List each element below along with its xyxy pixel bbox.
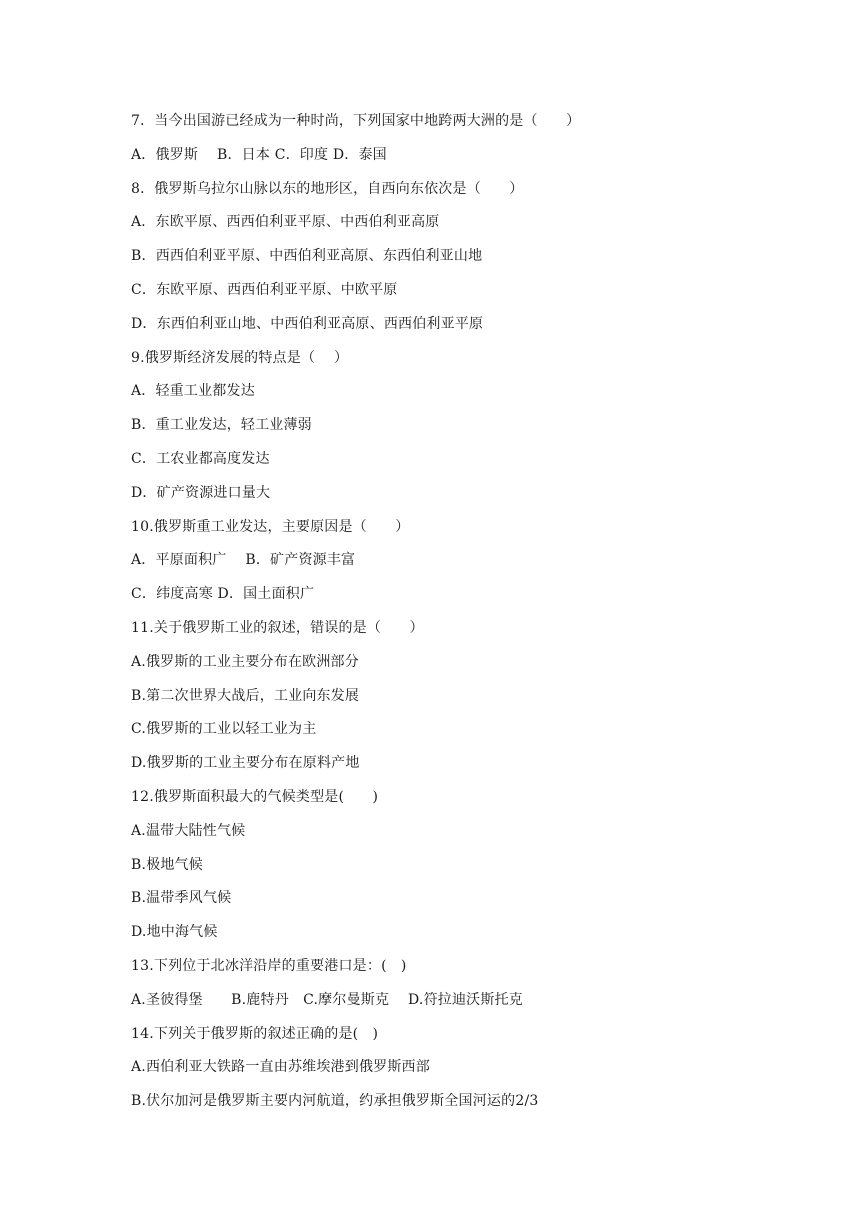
question-13-stem: 13.下列位于北冰洋沿岸的重要港口是：( ): [131, 957, 407, 974]
question-8-option-a: A．东欧平原、西西伯利亚平原、中西伯利亚高原: [131, 214, 440, 231]
question-9-option-d: D．矿产资源进口量大: [131, 484, 271, 501]
question-10-options-cd: C．纬度高寒 D．国土面积广: [131, 586, 315, 603]
question-14-stem: 14.下列关于俄罗斯的叙述正确的是( ): [131, 1025, 379, 1042]
question-8-option-b: B．西西伯利亚平原、中西伯利亚高原、东西伯利亚山地: [131, 248, 483, 265]
question-9-option-b: B．重工业发达，轻工业薄弱: [131, 417, 312, 434]
question-12-option-d: D.地中海气候: [131, 924, 218, 941]
question-12-option-b: B.极地气候: [131, 856, 203, 873]
question-8-option-c: C．东欧平原、西西伯利亚平原、中欧平原: [131, 281, 398, 298]
question-12-option-b2: B.温带季风气候: [131, 890, 232, 907]
question-9-option-a: A．轻重工业都发达: [131, 383, 255, 400]
question-9-stem: 9.俄罗斯经济发展的特点是（ ）: [131, 349, 349, 366]
question-8-stem: 8．俄罗斯乌拉尔山脉以东的地形区，自西向东依次是（ ）: [131, 180, 524, 197]
question-14-option-a: A.西伯利亚大铁路一直由苏维埃港到俄罗斯西部: [131, 1059, 430, 1076]
question-12-option-a: A.温带大陆性气候: [131, 822, 246, 839]
question-11-option-a: A.俄罗斯的工业主要分布在欧洲部分: [131, 653, 359, 670]
question-10-options-ab: A．平原面积广 B．矿产资源丰富: [131, 552, 356, 569]
question-13-options: A.圣彼得堡 B.鹿特丹 C.摩尔曼斯克 D.符拉迪沃斯托克: [131, 991, 523, 1008]
question-11-option-d: D.俄罗斯的工业主要分布在原料产地: [131, 755, 360, 772]
question-8-option-d: D．东西伯利亚山地、中西伯利亚高原、西西伯利亚平原: [131, 315, 484, 332]
question-list: [131, 109, 771, 1123]
question-10-stem: 10.俄罗斯重工业发达，主要原因是（ ）: [131, 518, 410, 535]
question-11-stem: 11.关于俄罗斯工业的叙述，错误的是（ ）: [131, 619, 424, 636]
question-7-stem: 7．当今出国游已经成为一种时尚，下列国家中地跨两大洲的是（ ）: [131, 113, 581, 129]
question-11-option-b: B.第二次世界大战后，工业向东发展: [131, 687, 360, 704]
question-11-option-c: C.俄罗斯的工业以轻工业为主: [131, 721, 317, 738]
question-14-option-b: B.伏尔加河是俄罗斯主要内河航道，约承担俄罗斯全国河运的2/3: [131, 1093, 539, 1110]
question-9-option-c: C．工农业都高度发达: [131, 450, 270, 467]
question-7-options: A．俄罗斯 B．日本 C．印度 D．泰国: [131, 146, 387, 163]
question-12-stem: 12.俄罗斯面积最大的气候类型是( ): [131, 788, 379, 805]
